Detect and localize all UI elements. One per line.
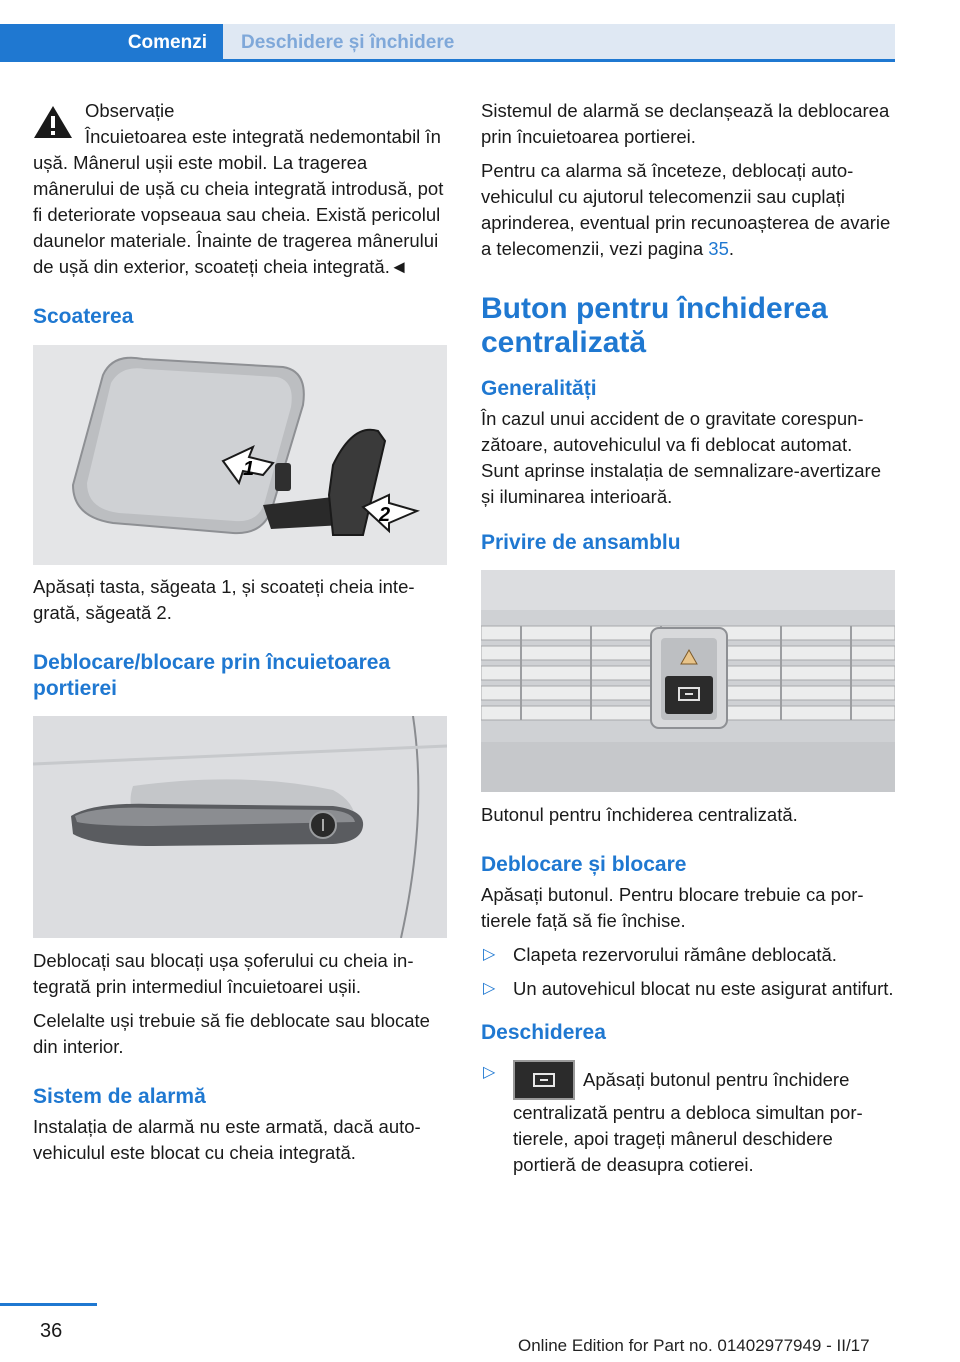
heading-privire-de-ansamblu: Privire de ansamblu [481,531,681,554]
bullet-list-deschidere [481,1060,895,1178]
left-column [33,98,447,1174]
header-tabs [0,24,895,62]
p-pentru-end: . [728,238,734,259]
p-deblocati: Deblocați sau blocați ușa șoferului cu cheia integrată prin intermediul încuietoarei ușii. [33,950,414,997]
p-accident: În cazul unui accident de o gravitate corespunzătoare, autovehiculul va fi deblocat automat. Sunt aprinse instalația de semnalizare-avertizare și iluminarea interioară. [481,408,882,507]
warning-note [33,98,447,280]
heading-deschiderea: Deschiderea [481,1021,606,1044]
heading-deblocare-blocare-incuietoare: Deblocare/blocare prin încuietoarea portierei [33,651,391,700]
header-divider [0,59,895,62]
central-locking-button-icon [513,1060,575,1100]
arrow-1-label: 1 [243,458,255,480]
fig1-caption: Apăsați tasta, săgeata 1, și scoateți cheia integrată, săgeată 2. [33,576,415,623]
p-apasati: Apăsați butonul. Pentru blocare trebuie ca portierele față să fie închise. [481,884,864,931]
edition-note: Online Edition for Part no. 01402977949 - II/17 [518,1336,870,1355]
bullet-triangle-icon: ▷ [483,946,496,963]
list-item: ▷ Apăsați butonul pentru închidere centralizată pentru a debloca simultan portierele, apoi trageți mânerul deschidere portieră de deasupra cotierei. [481,1060,895,1178]
heading-buton-inchidere-centralizata: Buton pentru închiderea centralizată [481,292,828,359]
key-removal-figure [33,345,447,565]
fig3-caption: Butonul pentru închiderea centralizată. [481,804,798,825]
heading-generalitati: Generalități [481,377,597,400]
heading-scoaterea: Scoaterea [33,305,134,328]
tab-deschidere-si-inchidere[interactable]: Deschidere și închidere [223,24,895,62]
heading-sistem-de-alarma: Sistem de alarmă [33,1085,206,1108]
page-number: 36 [40,1320,63,1342]
bullet-triangle-icon: ▷ [483,1064,496,1081]
p-pentru-text: Pentru ca alarma să înceteze, deblocați autovehiculul cu ajutorul telecomenzii sau cuplați aprinderea, eventual prin recunoașterea de avarie a telecomenzii, vezi pagina [481,160,891,259]
footer-divider [0,1303,97,1306]
arrow-2-label: 2 [379,504,391,526]
bullet-list [481,942,895,1002]
heading-deblocare-si-blocare: Deblocare și blocare [481,853,687,876]
p-celelalte: Celelalte uși trebuie să fie deblocate sau blocate din interior. [33,1010,430,1057]
bullet-triangle-icon: ▷ [483,980,496,997]
warning-icon [33,104,73,140]
p-instalatia: Instalația de alarmă nu este armată, dacă autovehiculul este blocat cu cheia integrată. [33,1116,421,1163]
door-handle-figure [33,716,447,938]
page-35-link[interactable]: 35 [708,238,729,259]
note-text: Încuietoarea este integrată nedemontabil în ușă. Mânerul ușii este mobil. La tragerea mânerului de ușă cu cheia integrată introdusă, pot fi deteriorate vopseaua sau cheia. Există pericolul daunelor materiale. Înainte de tragerea mânerului de ușă din exterior, scoateți cheia integrată.◄ [33,126,444,277]
list-item: ▷ Clapeta rezervorului rămâne deblocată. [481,942,895,968]
p-pentru-alarma [481,158,895,262]
central-locking-figure [481,570,895,792]
tab-comenzi[interactable]: Comenzi [0,24,223,62]
p-sistemul: Sistemul de alarmă se declanșează la deblocarea prin încuietoarea portierei. [481,100,890,147]
list-item: ▷ Un autovehicul blocat nu este asigurat antifurt. [481,976,895,1002]
note-title: Observație [85,100,175,121]
right-column [481,98,895,1186]
